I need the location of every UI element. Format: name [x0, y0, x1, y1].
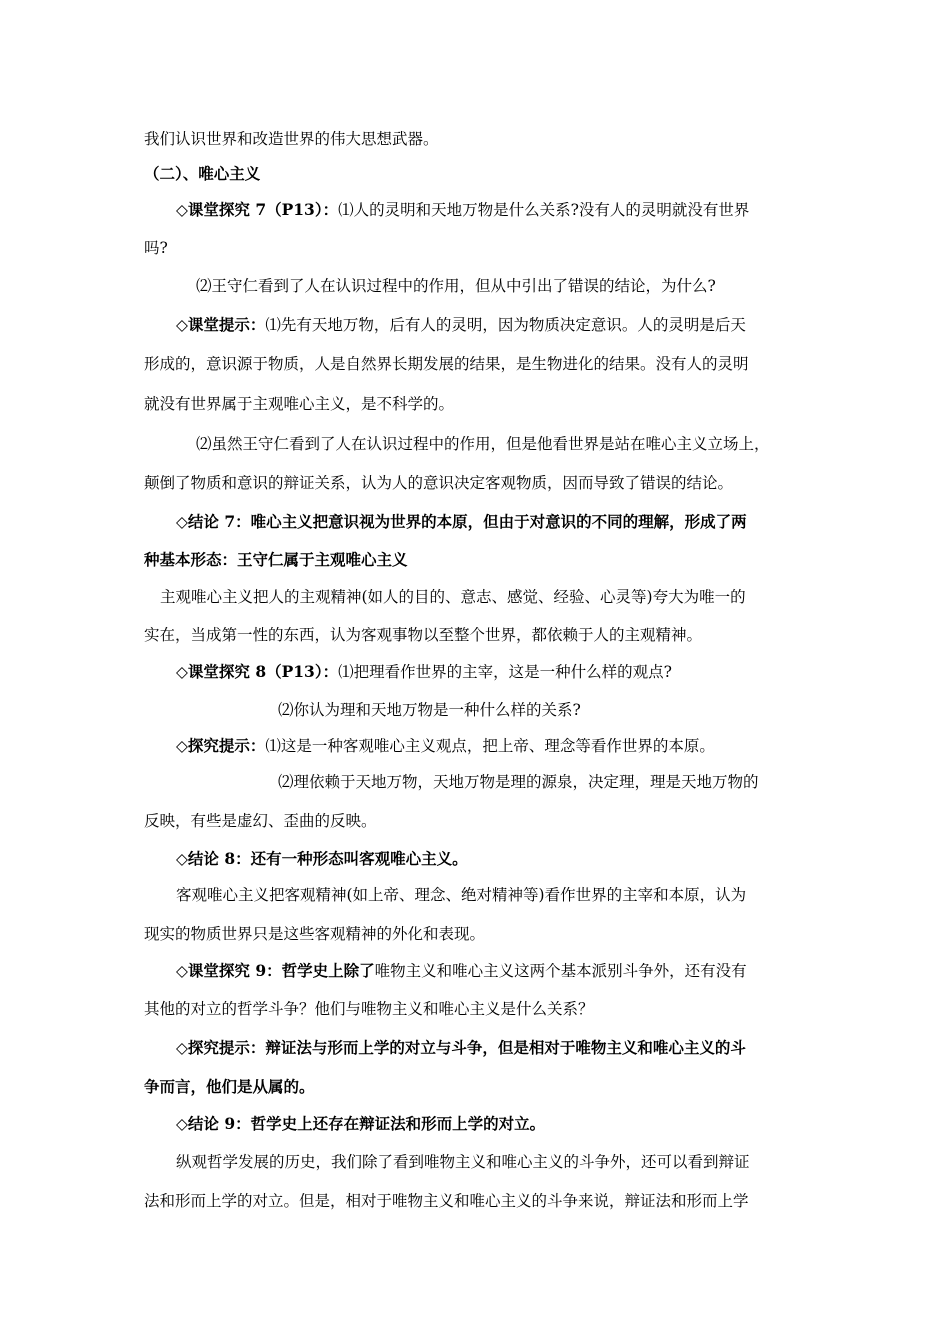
hint-line: ◇探究提示：辩证法与形而上学的对立与斗争，但是相对于唯物主义和唯心主义的斗 — [176, 1038, 746, 1057]
text-line — [176, 662, 672, 682]
text-line: 就没有世界属于主观唯心主义，是不科学的。 — [144, 395, 455, 413]
line-body: ⑴先有天地万物，后有人的灵明，因为物质决定意识。人的灵明是后天 — [265, 316, 746, 334]
line-label: ◇探究提示： — [176, 736, 266, 755]
text-line: 吗? — [144, 239, 168, 257]
text-line: 颠倒了物质和意识的辩证关系，认为人的意识决定客观物质，因而导致了错误的结论。 — [144, 474, 734, 492]
text-line: ⑵虽然王守仁看到了人在认识过程中的作用，但是他看世界是站在唯心主义立场上， — [196, 435, 770, 453]
hint-line: 争而言，他们是从属的。 — [144, 1077, 315, 1096]
line-body: 唯物主义和唯心主义这两个基本派别斗争外，还有没有 — [374, 962, 747, 980]
text-line: 纵观哲学发展的历史，我们除了看到唯物主义和唯心主义的斗争外，还可以看到辩证 — [176, 1153, 750, 1171]
text-line — [176, 961, 747, 981]
line-label: ◇课堂探究 8（P13）： — [176, 662, 339, 681]
text-line: 法和形而上学的对立。但是，相对于唯物主义和唯心主义的斗争来说，辩证法和形而上学 — [144, 1192, 749, 1210]
conclusion-line: 种基本形态：王守仁属于主观唯心主义 — [144, 550, 408, 569]
text-line: 其他的对立的哲学斗争？他们与唯物主义和唯心主义是什么关系？ — [144, 1000, 594, 1018]
text-line — [176, 736, 715, 756]
text-line: ⑵你认为理和天地万物是一种什么样的关系? — [278, 701, 581, 719]
line-label: ◇课堂提示： — [176, 315, 266, 334]
text-line — [176, 315, 746, 335]
text-line: ⑵王守仁看到了人在认识过程中的作用，但从中引出了错误的结论，为什么? — [196, 277, 716, 295]
text-line: 反映，有些是虚幻、歪曲的反映。 — [144, 812, 377, 830]
text-line: 实在，当成第一性的东西，认为客观事物以至整个世界，都依赖于人的主观精神。 — [144, 626, 703, 644]
section-heading: （二）、唯心主义 — [144, 164, 261, 183]
text-line: 形成的，意识源于物质，人是自然界长期发展的结果，是生物进化的结果。没有人的灵明 — [144, 355, 749, 373]
text-line — [176, 200, 749, 220]
line-body: ⑴人的灵明和天地万物是什么关系?没有人的灵明就没有世界 — [338, 201, 750, 219]
conclusion-line: ◇结论 7：唯心主义把意识视为世界的本原，但由于对意识的不同的理解，形成了两 — [176, 512, 747, 531]
line-label: ◇课堂探究 9：哲学史上除了 — [176, 961, 375, 980]
text-line: 主观唯心主义把人的主观精神(如人的目的、意志、感觉、经验、心灵等)夸大为唯一的 — [160, 588, 746, 606]
line-body: ⑴这是一种客观唯心主义观点，把上帝、理念等看作世界的本原。 — [265, 737, 715, 755]
conclusion-line: ◇结论 9：哲学史上还存在辩证法和形而上学的对立。 — [176, 1114, 546, 1133]
text-line: 我们认识世界和改造世界的伟大思想武器。 — [144, 130, 439, 148]
line-label: ◇课堂探究 7（P13）： — [176, 200, 339, 219]
text-line: 现实的物质世界只是这些客观精神的外化和表现。 — [144, 925, 486, 943]
line-body: ⑴把理看作世界的主宰，这是一种什么样的观点? — [338, 663, 672, 681]
text-line: 客观唯心主义把客观精神(如上帝、理念、绝对精神等)看作世界的主宰和本原，认为 — [176, 886, 747, 904]
text-line: ⑵理依赖于天地万物，天地万物是理的源泉，决定理，理是天地万物的 — [278, 773, 759, 791]
conclusion-line: ◇结论 8：还有一种形态叫客观唯心主义。 — [176, 849, 468, 868]
